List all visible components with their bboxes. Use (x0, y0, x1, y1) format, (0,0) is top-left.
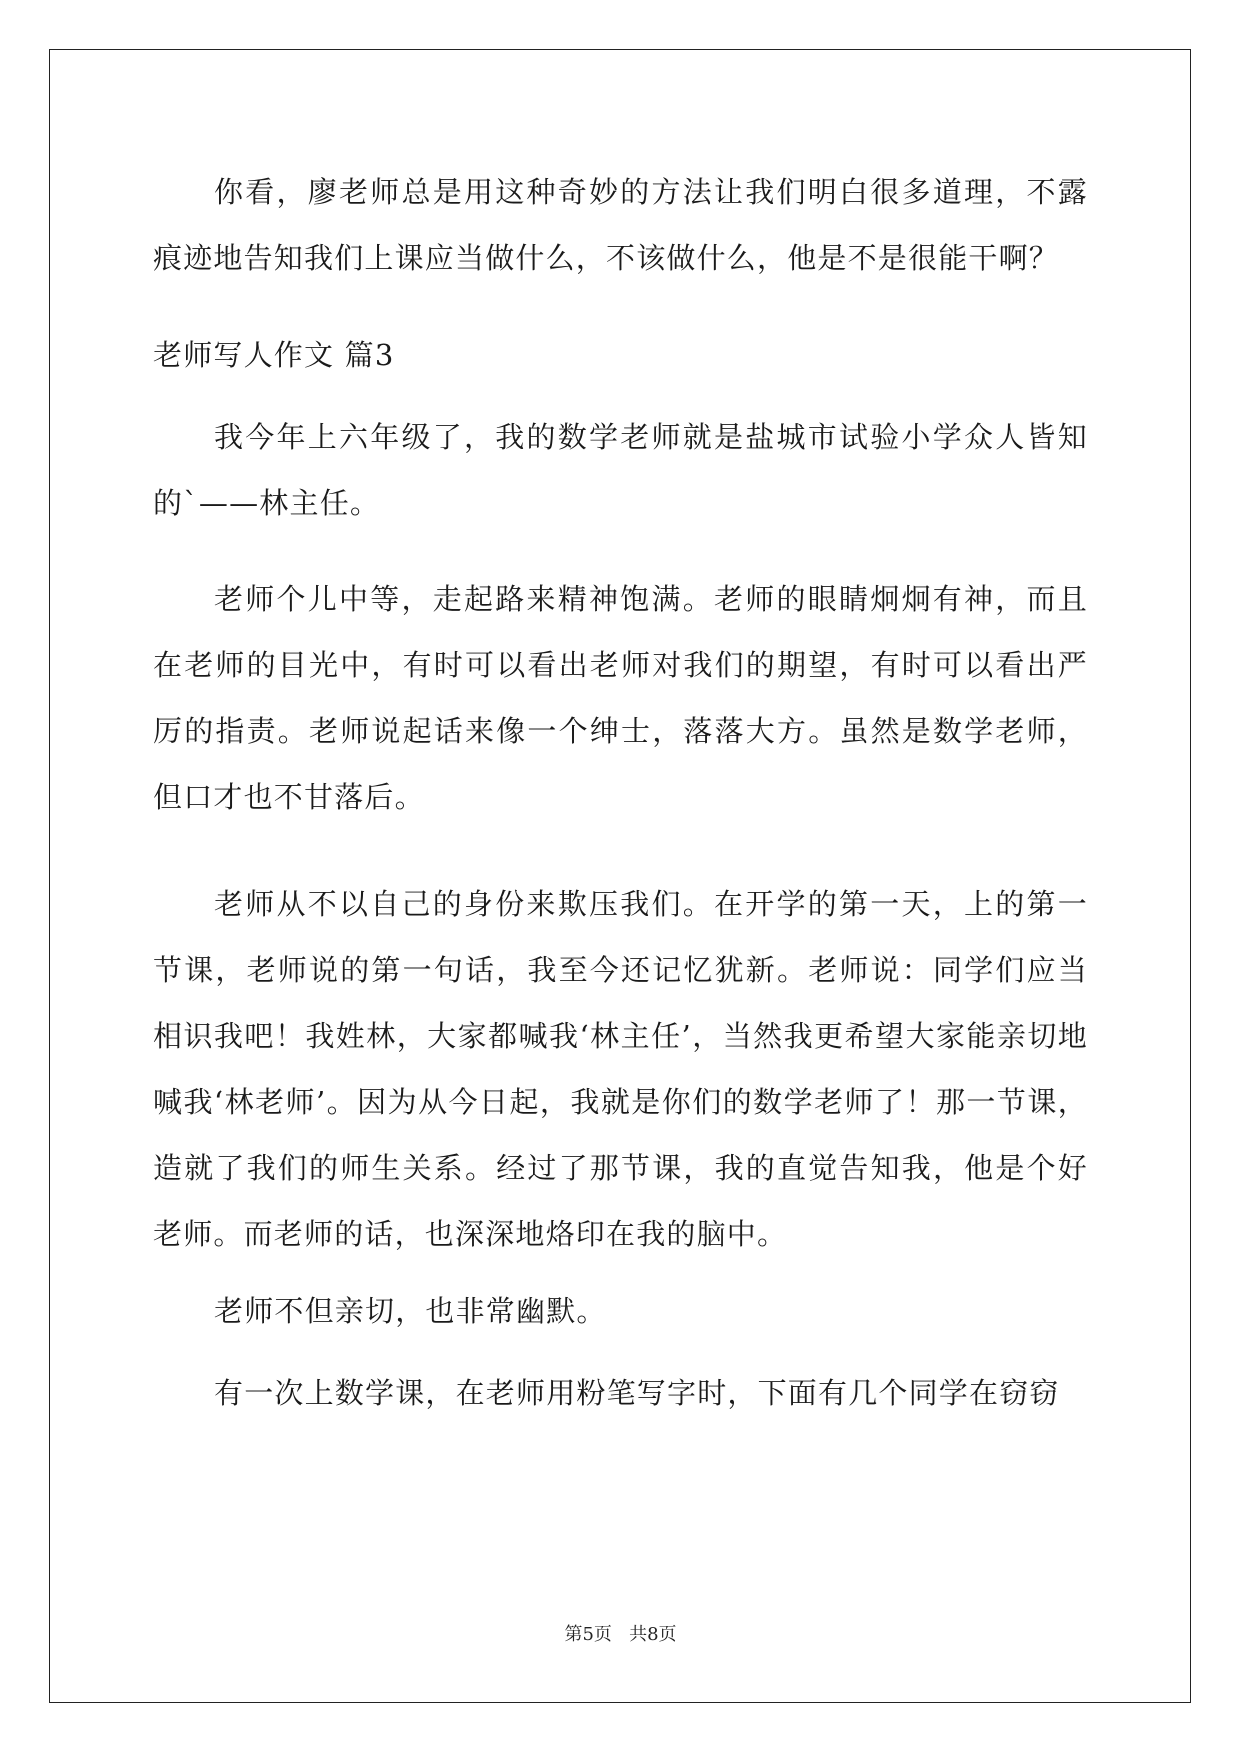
page-number: 第5页 共8页 (564, 1624, 677, 1645)
page-footer (0, 1620, 1241, 1646)
paragraph-2: 我今年上六年级了，我的数学老师就是盐城市试验小学众人皆知的`——林主任。 (153, 420, 1088, 520)
paragraph-4: 老师从不以自己的身份来欺压我们。在开学的第一天，上的第一节课，老师说的第一句话，我至今还记忆犹新。老师说：同学们应当相识我吧！我姓林，大家都喊我‘林主任’，当然我更希望大家能亲切地喊我‘林老师’。因为从今日起，我就是你们的数学老师了！那一节课，造就了我们的师生关系。经过了那节课，我的直觉告知我，他是个好老师。而老师的话，也深深地烙印在我的脑中。 (153, 887, 1088, 1251)
section-heading: 老师写人作文 篇3 (153, 338, 395, 372)
paragraph-5: 老师不但亲切，也非常幽默。 (214, 1294, 607, 1328)
paragraph-6: 有一次上数学课，在老师用粉笔写字时，下面有几个同学在窃窃 (214, 1376, 1060, 1410)
paragraph-1: 你看，廖老师总是用这种奇妙的方法让我们明白很多道理，不露痕迹地告知我们上课应当做什么，不该做什么，他是不是很能干啊？ (153, 175, 1088, 275)
paragraph-3: 老师个儿中等，走起路来精神饱满。老师的眼睛炯炯有神，而且在老师的目光中，有时可以看出老师对我们的期望，有时可以看出严厉的指责。老师说起话来像一个绅士，落落大方。虽然是数学老师，但口才也不甘落后。 (153, 582, 1088, 814)
